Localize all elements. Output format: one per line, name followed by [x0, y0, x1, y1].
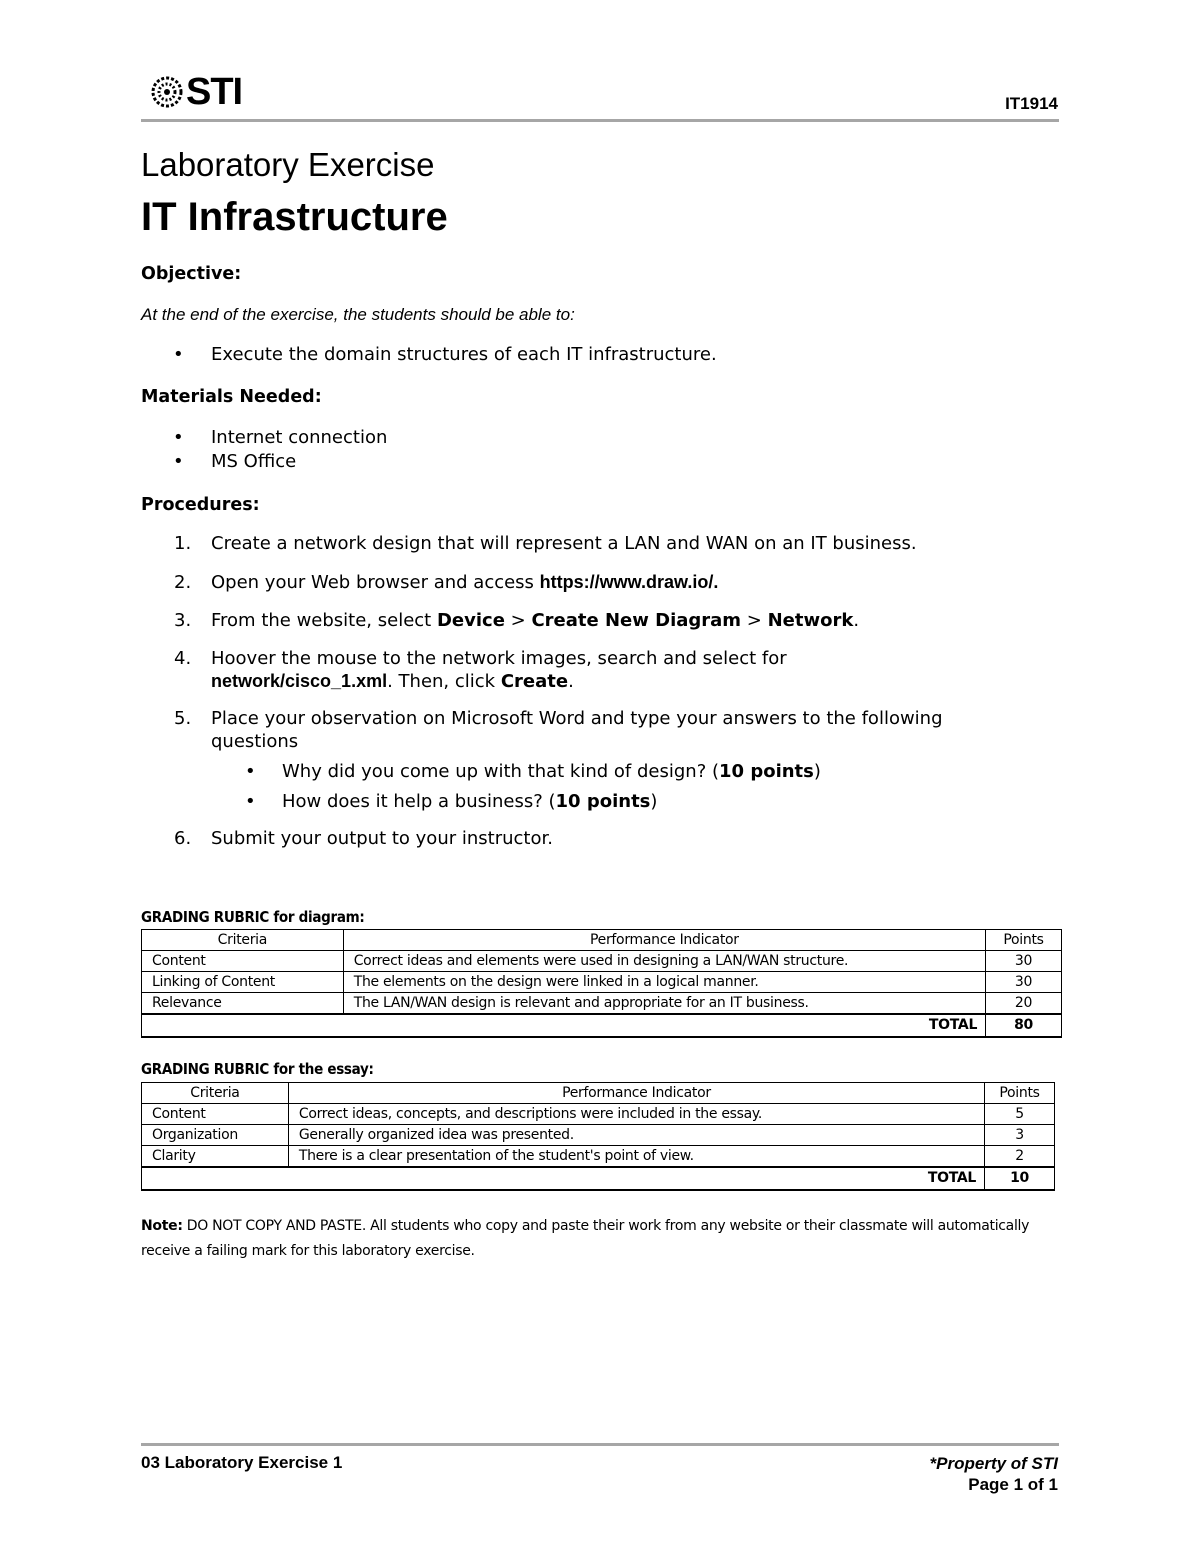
indicator-cell: Correct ideas and elements were used in designing a LAN/WAN structure. — [343, 951, 985, 972]
points-cell: 30 — [986, 951, 1062, 972]
procedure-step — [174, 647, 1054, 693]
rubric-essay-title: GRADING RUBRIC for the essay: — [141, 1060, 374, 1078]
points-cell: 20 — [986, 993, 1062, 1015]
criteria-cell: Content — [142, 951, 344, 972]
table-row — [142, 1104, 1055, 1125]
procedure-step — [174, 571, 1054, 594]
footer-right — [930, 1453, 1058, 1495]
table-row — [142, 951, 1062, 972]
points-cell: 5 — [985, 1104, 1055, 1125]
column-header: Points — [985, 1083, 1055, 1104]
column-header: Criteria — [142, 1083, 289, 1104]
points-cell: 30 — [986, 972, 1062, 993]
objective-item-text: Execute the domain structures of each IT infrastructure. — [211, 344, 717, 365]
course-code: IT1914 — [1005, 94, 1058, 113]
note-paragraph — [141, 1214, 1041, 1264]
column-header: Performance Indicator — [288, 1083, 984, 1104]
total-label: TOTAL — [142, 1014, 986, 1037]
step-number: 6. — [174, 828, 192, 849]
step-number: 1. — [174, 533, 192, 554]
table-row — [142, 1125, 1055, 1146]
bullet-icon: • — [173, 427, 184, 448]
criteria-cell: Content — [142, 1104, 289, 1125]
table-row — [142, 1146, 1055, 1168]
table-row — [142, 993, 1062, 1015]
procedures-heading: Procedures: — [141, 495, 260, 515]
footer-page-number: Page 1 of 1 — [968, 1475, 1058, 1494]
question-item: • How does it help a business? (10 points) — [245, 791, 658, 812]
logo-text: STI — [186, 71, 243, 113]
total-row — [142, 1167, 1055, 1190]
objective-heading: Objective: — [141, 264, 242, 284]
globe-icon — [150, 75, 184, 109]
column-header: Criteria — [142, 930, 344, 951]
step-text: Submit your output to your instructor. — [211, 828, 553, 849]
step-text: Create a network design that will represent a LAN and WAN on an IT business. — [211, 533, 917, 554]
header-divider — [141, 119, 1059, 122]
rubric-diagram-table — [141, 929, 1062, 1038]
step-number: 4. — [174, 648, 192, 669]
table-row — [142, 972, 1062, 993]
bullet-icon: • — [245, 791, 256, 812]
note-label: Note: — [141, 1218, 183, 1234]
column-header: Performance Indicator — [343, 930, 985, 951]
criteria-cell: Organization — [142, 1125, 289, 1146]
step-text: From the website, select Device > Create New Diagram > Network. — [211, 610, 860, 631]
indicator-cell: The LAN/WAN design is relevant and appropriate for an IT business. — [343, 993, 985, 1015]
materials-item-text: MS Office — [211, 451, 297, 472]
total-label: TOTAL — [142, 1167, 985, 1190]
materials-heading: Materials Needed: — [141, 387, 322, 407]
indicator-cell: Generally organized idea was presented. — [288, 1125, 984, 1146]
bullet-icon: • — [173, 344, 184, 365]
indicator-cell: There is a clear presentation of the student's point of view. — [288, 1146, 984, 1168]
materials-item — [141, 426, 387, 449]
sti-logo — [150, 72, 242, 112]
procedure-step — [174, 532, 1054, 555]
step-text: Hoover the mouse to the network images, search and select for network/cisco_1.xml. Then, click Create. — [211, 648, 787, 692]
procedure-step — [174, 707, 1054, 813]
rubric-diagram-title: GRADING RUBRIC for diagram: — [141, 908, 365, 926]
question-item: • Why did you come up with that kind of design? (10 points) — [245, 761, 821, 782]
indicator-cell: The elements on the design were linked in a logical manner. — [343, 972, 985, 993]
drawio-link: https://www.draw.io/. — [539, 572, 719, 592]
total-value: 80 — [986, 1014, 1062, 1037]
table-header-row — [142, 930, 1062, 951]
rubric-essay-table — [141, 1082, 1055, 1191]
procedure-step — [174, 609, 1054, 632]
step-number: 3. — [174, 610, 192, 631]
objective-intro: At the end of the exercise, the students should be able to: — [141, 305, 575, 324]
total-row — [142, 1014, 1062, 1037]
criteria-cell: Clarity — [142, 1146, 289, 1168]
bullet-icon: • — [173, 451, 184, 472]
criteria-cell: Linking of Content — [142, 972, 344, 993]
step-number: 5. — [174, 708, 192, 729]
procedure-step — [174, 827, 1054, 850]
note-text: DO NOT COPY AND PASTE. All students who copy and paste their work from any website or their classmate will automatically receive a failing mark for this laboratory exercise. — [141, 1218, 1030, 1259]
step-text: Open your Web browser and access https://www.draw.io/. — [211, 572, 719, 593]
objective-item — [141, 343, 717, 366]
materials-item — [141, 450, 296, 473]
indicator-cell: Correct ideas, concepts, and descriptions were included in the essay. — [288, 1104, 984, 1125]
step-number: 2. — [174, 572, 192, 593]
page-subtitle: IT Infrastructure — [141, 195, 448, 239]
total-value: 10 — [985, 1167, 1055, 1190]
page-title: Laboratory Exercise — [141, 146, 435, 183]
materials-item-text: Internet connection — [211, 427, 388, 448]
column-header: Points — [986, 930, 1062, 951]
step-text: Place your observation on Microsoft Word and type your answers to the following questions — [211, 708, 943, 752]
points-cell: 2 — [985, 1146, 1055, 1168]
bullet-icon: • — [245, 761, 256, 782]
footer-divider — [141, 1443, 1059, 1446]
criteria-cell: Relevance — [142, 993, 344, 1015]
points-cell: 3 — [985, 1125, 1055, 1146]
footer-property: *Property of STI — [929, 1454, 1058, 1473]
table-header-row — [142, 1083, 1055, 1104]
footer-document-name: 03 Laboratory Exercise 1 — [141, 1453, 343, 1472]
